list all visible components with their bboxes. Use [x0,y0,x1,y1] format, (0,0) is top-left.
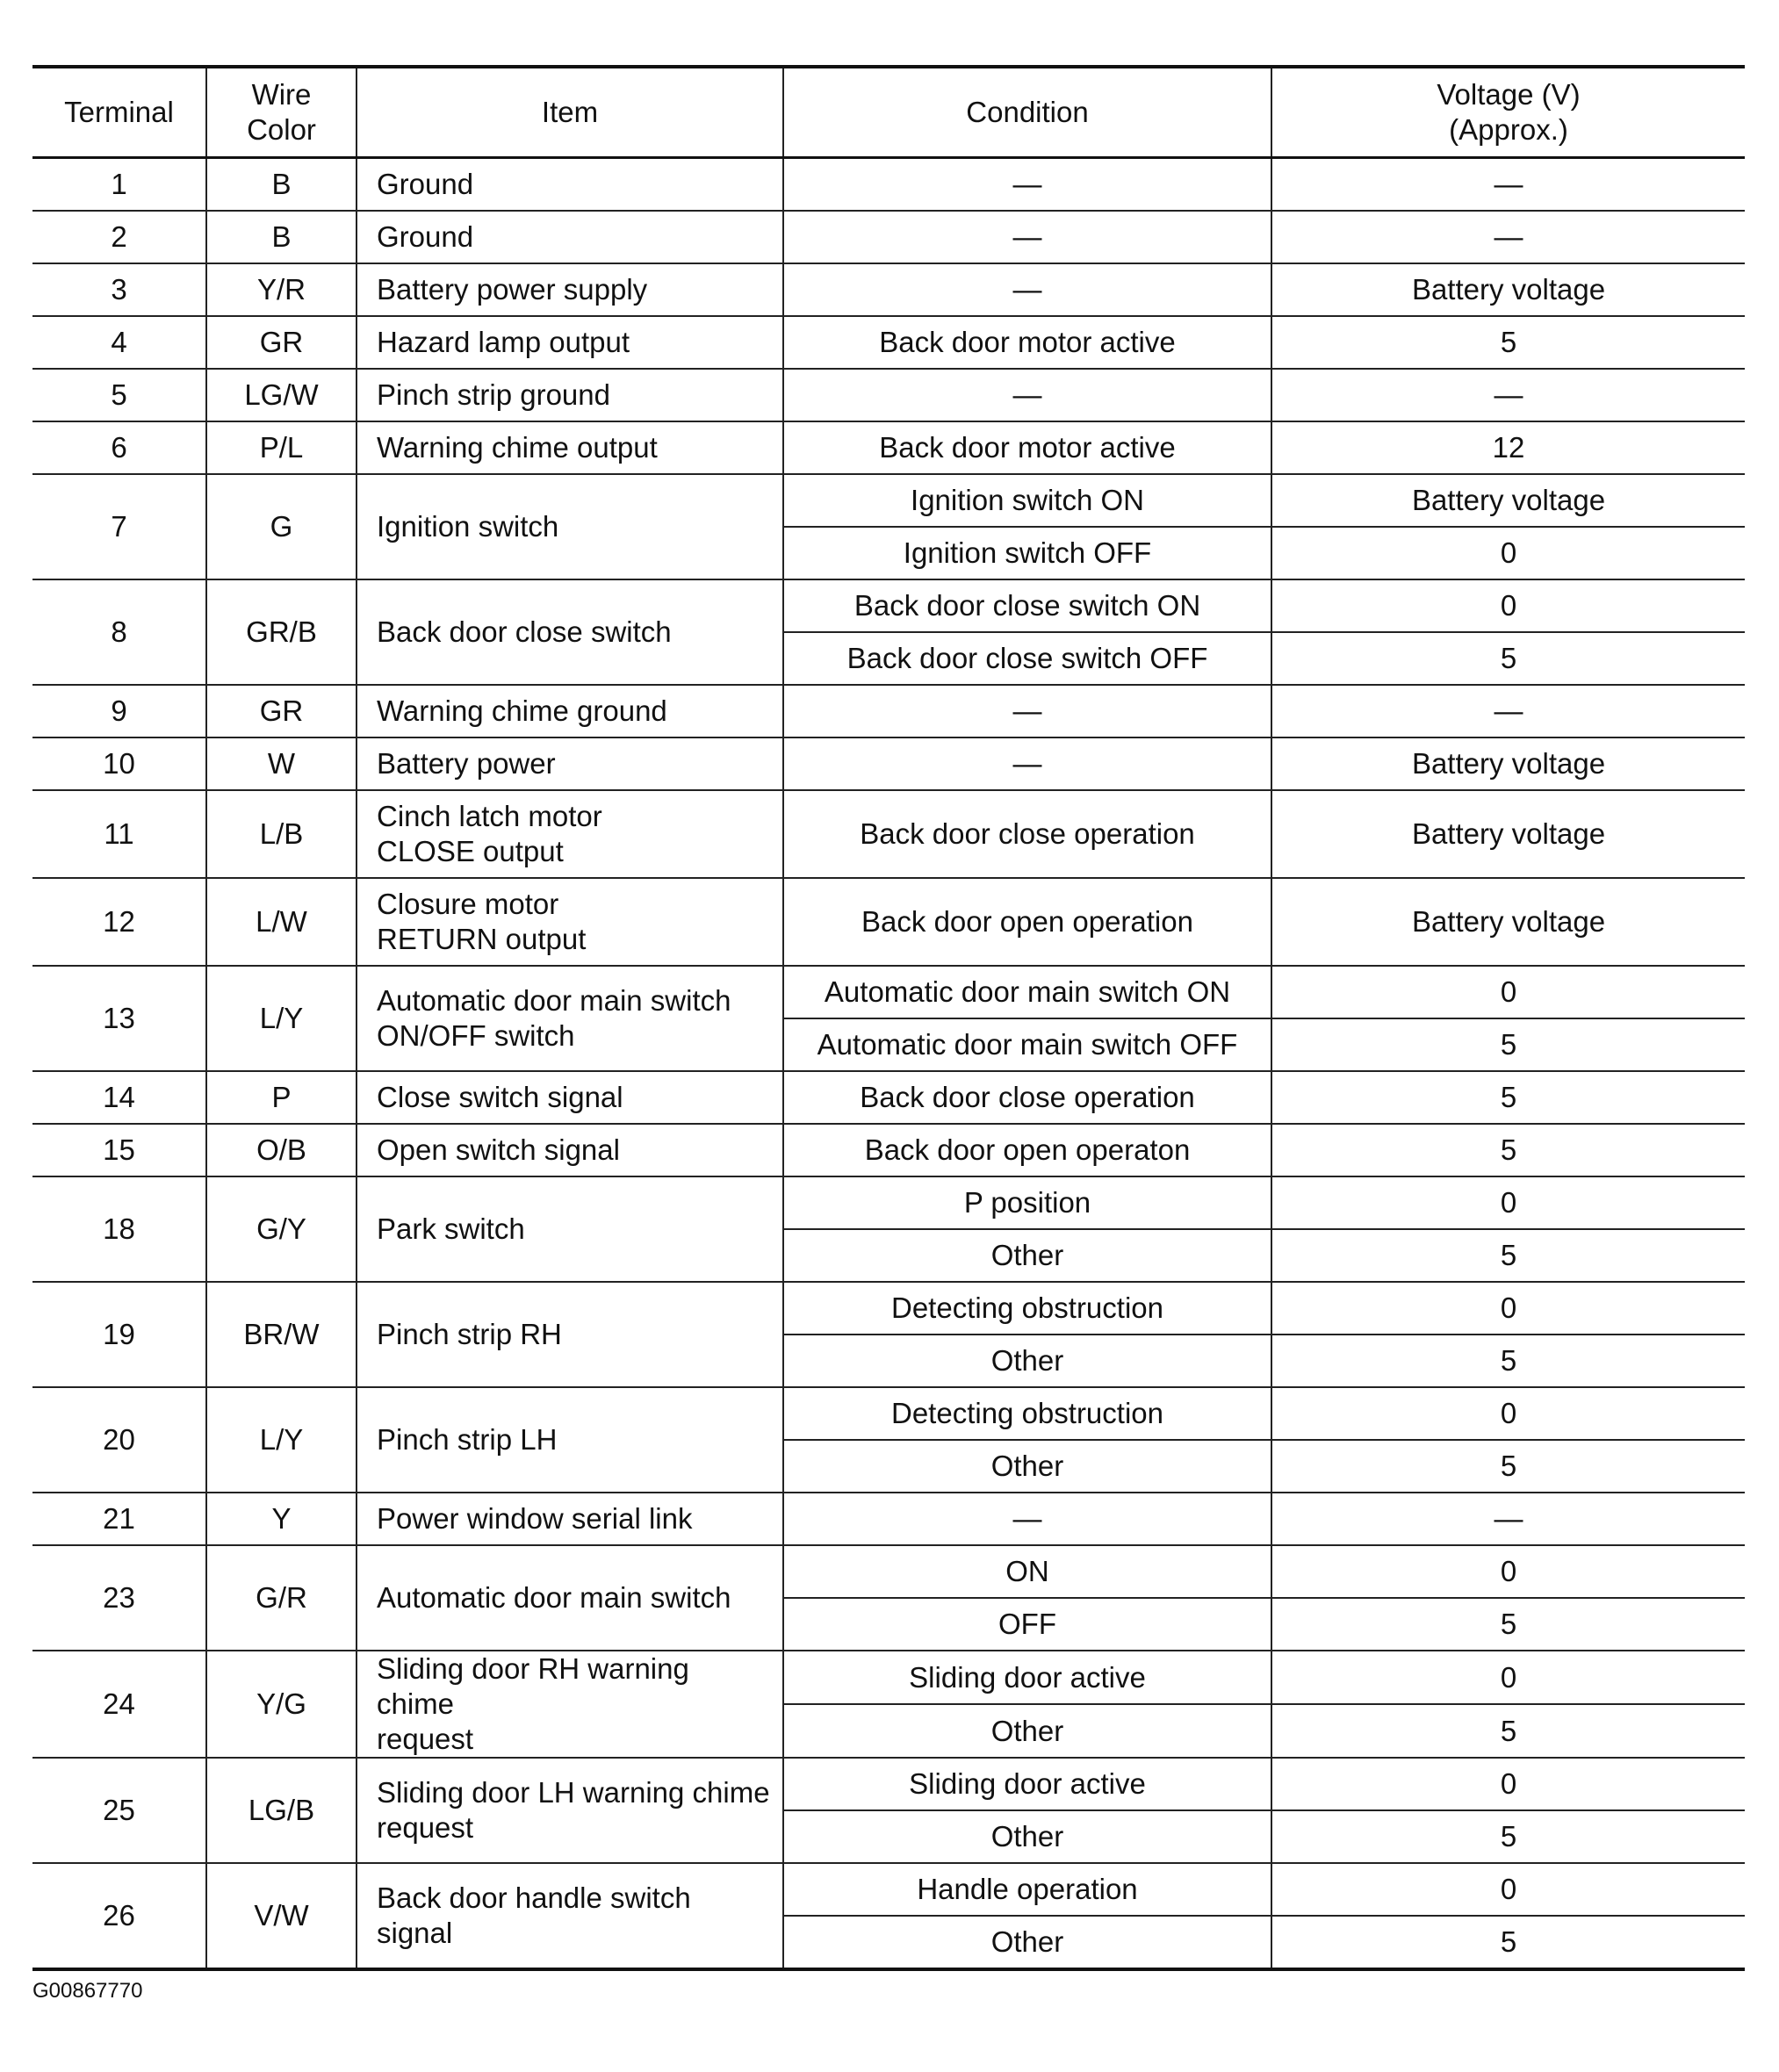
voltage-cell: 0 [1271,966,1745,1018]
terminal-cell: 6 [32,421,206,474]
voltage-cell: 0 [1271,1282,1745,1335]
terminal-cell: 12 [32,878,206,966]
voltage-cell: Battery voltage [1271,790,1745,878]
condition-cell: Handle operation [783,1863,1271,1916]
terminal-cell: 1 [32,158,206,212]
condition-cell: Sliding door active [783,1758,1271,1810]
table-row [32,474,1745,527]
table-row [32,158,1745,212]
condition-cell: Back door motor active [783,421,1271,474]
terminal-cell: 3 [32,263,206,316]
header-condition: Condition [783,67,1271,158]
terminal-cell: 19 [32,1282,206,1387]
condition-cell: Automatic door main switch ON [783,966,1271,1018]
table-row [32,1863,1745,1916]
voltage-cell: 5 [1271,1810,1745,1863]
item-cell: Pinch strip RH [357,1282,783,1387]
wire-color-cell: W [206,737,357,790]
table-row [32,1651,1745,1704]
terminal-table-container [32,65,1745,1971]
terminal-cell: 4 [32,316,206,369]
item-cell: Hazard lamp output [357,316,783,369]
voltage-cell: — [1271,1493,1745,1545]
voltage-cell: 0 [1271,1863,1745,1916]
terminal-cell: 5 [32,369,206,421]
condition-cell: — [783,737,1271,790]
voltage-cell: 0 [1271,1545,1745,1598]
voltage-cell: 5 [1271,1071,1745,1124]
voltage-cell: — [1271,685,1745,737]
voltage-cell: Battery voltage [1271,474,1745,527]
condition-cell: P position [783,1176,1271,1229]
wire-color-cell: P [206,1071,357,1124]
voltage-cell: 5 [1271,1598,1745,1651]
item-cell: Park switch [357,1176,783,1282]
terminal-cell: 23 [32,1545,206,1651]
terminal-cell: 21 [32,1493,206,1545]
terminal-cell: 8 [32,579,206,685]
item-cell: Automatic door main switch [357,1545,783,1651]
wire-color-cell: GR [206,685,357,737]
table-row [32,1071,1745,1124]
wire-color-cell: L/W [206,878,357,966]
condition-cell: Detecting obstruction [783,1282,1271,1335]
item-cell: Pinch strip LH [357,1387,783,1493]
voltage-cell: Battery voltage [1271,878,1745,966]
condition-cell: Other [783,1916,1271,1969]
table-row [32,1387,1745,1440]
table-row [32,579,1745,632]
condition-cell: Detecting obstruction [783,1387,1271,1440]
condition-cell: — [783,263,1271,316]
terminal-cell: 20 [32,1387,206,1493]
table-row [32,790,1745,878]
condition-cell: — [783,158,1271,212]
terminal-cell: 14 [32,1071,206,1124]
voltage-cell: 5 [1271,1018,1745,1071]
wire-color-cell: L/Y [206,1387,357,1493]
wire-color-cell: GR [206,316,357,369]
wire-color-cell: Y/G [206,1651,357,1758]
table-row [32,966,1745,1018]
terminal-cell: 26 [32,1863,206,1969]
voltage-cell: 0 [1271,1651,1745,1704]
condition-cell: — [783,211,1271,263]
voltage-cell: 5 [1271,1440,1745,1493]
table-row [32,421,1745,474]
wire-color-cell: P/L [206,421,357,474]
condition-cell: Other [783,1335,1271,1387]
wire-color-cell: BR/W [206,1282,357,1387]
condition-cell: — [783,685,1271,737]
wire-color-cell: B [206,158,357,212]
wire-color-cell: LG/B [206,1758,357,1863]
wire-color-cell: G/R [206,1545,357,1651]
table-row [32,878,1745,966]
table-header-row [32,67,1745,158]
table-row [32,1282,1745,1335]
item-cell: Power window serial link [357,1493,783,1545]
condition-cell: Back door close switch ON [783,579,1271,632]
table-row [32,1758,1745,1810]
item-cell: Open switch signal [357,1124,783,1176]
wire-color-cell: GR/B [206,579,357,685]
terminal-cell: 25 [32,1758,206,1863]
table-row [32,211,1745,263]
terminal-cell: 13 [32,966,206,1071]
voltage-cell: 0 [1271,1387,1745,1440]
terminal-cell: 10 [32,737,206,790]
voltage-cell: 5 [1271,1124,1745,1176]
terminal-cell: 18 [32,1176,206,1282]
header-item: Item [357,67,783,158]
condition-cell: Back door close operation [783,1071,1271,1124]
table-row [32,1493,1745,1545]
voltage-cell: 5 [1271,1335,1745,1387]
condition-cell: Other [783,1229,1271,1282]
item-cell: Ground [357,158,783,212]
wire-color-cell: V/W [206,1863,357,1969]
item-cell: Battery power [357,737,783,790]
terminal-cell: 2 [32,211,206,263]
voltage-cell: 5 [1271,1916,1745,1969]
condition-cell: Back door close operation [783,790,1271,878]
table-row [32,369,1745,421]
table-body [32,158,1745,1970]
condition-cell: Back door close switch OFF [783,632,1271,685]
voltage-cell: 0 [1271,527,1745,579]
condition-cell: Sliding door active [783,1651,1271,1704]
condition-cell: Back door motor active [783,316,1271,369]
wire-color-cell: O/B [206,1124,357,1176]
voltage-cell: — [1271,211,1745,263]
condition-cell: Other [783,1704,1271,1758]
condition-cell: Back door open operaton [783,1124,1271,1176]
header-wire-color: Wire Color [206,67,357,158]
item-cell: Back door handle switch signal [357,1863,783,1969]
item-cell: Automatic door main switch ON/OFF switch [357,966,783,1071]
condition-cell: Ignition switch ON [783,474,1271,527]
voltage-cell: 0 [1271,579,1745,632]
table-row [32,263,1745,316]
table-row [32,685,1745,737]
item-cell: Sliding door LH warning chime request [357,1758,783,1863]
condition-cell: Automatic door main switch OFF [783,1018,1271,1071]
wire-color-cell: B [206,211,357,263]
wire-color-cell: Y/R [206,263,357,316]
condition-cell: Ignition switch OFF [783,527,1271,579]
header-terminal: Terminal [32,67,206,158]
condition-cell: — [783,1493,1271,1545]
item-cell: Cinch latch motor CLOSE output [357,790,783,878]
voltage-cell: 0 [1271,1176,1745,1229]
condition-cell: — [783,369,1271,421]
item-cell: Back door close switch [357,579,783,685]
terminal-cell: 15 [32,1124,206,1176]
terminal-cell: 7 [32,474,206,579]
condition-cell: Back door open operation [783,878,1271,966]
condition-cell: Other [783,1440,1271,1493]
terminal-voltage-table [32,65,1745,1971]
voltage-cell: 12 [1271,421,1745,474]
wire-color-cell: LG/W [206,369,357,421]
table-row [32,1124,1745,1176]
voltage-cell: Battery voltage [1271,263,1745,316]
voltage-cell: 0 [1271,1758,1745,1810]
item-cell: Closure motor RETURN output [357,878,783,966]
terminal-cell: 24 [32,1651,206,1758]
wire-color-cell: G [206,474,357,579]
voltage-cell: 5 [1271,1229,1745,1282]
item-cell: Ground [357,211,783,263]
figure-code: G00867770 [32,1979,143,2003]
terminal-cell: 11 [32,790,206,878]
voltage-cell: 5 [1271,1704,1745,1758]
header-voltage: Voltage (V) (Approx.) [1271,67,1745,158]
item-cell: Close switch signal [357,1071,783,1124]
voltage-cell: 5 [1271,316,1745,369]
terminal-cell: 9 [32,685,206,737]
voltage-cell: — [1271,369,1745,421]
table-row [32,316,1745,369]
item-cell: Warning chime output [357,421,783,474]
table-row [32,1545,1745,1598]
voltage-cell: Battery voltage [1271,737,1745,790]
item-cell: Ignition switch [357,474,783,579]
wire-color-cell: L/Y [206,966,357,1071]
voltage-cell: 5 [1271,632,1745,685]
condition-cell: ON [783,1545,1271,1598]
condition-cell: OFF [783,1598,1271,1651]
item-cell: Sliding door RH warning chime request [357,1651,783,1758]
voltage-cell: — [1271,158,1745,212]
item-cell: Warning chime ground [357,685,783,737]
item-cell: Battery power supply [357,263,783,316]
wire-color-cell: L/B [206,790,357,878]
table-row [32,737,1745,790]
table-row [32,1176,1745,1229]
item-cell: Pinch strip ground [357,369,783,421]
wire-color-cell: Y [206,1493,357,1545]
wire-color-cell: G/Y [206,1176,357,1282]
condition-cell: Other [783,1810,1271,1863]
